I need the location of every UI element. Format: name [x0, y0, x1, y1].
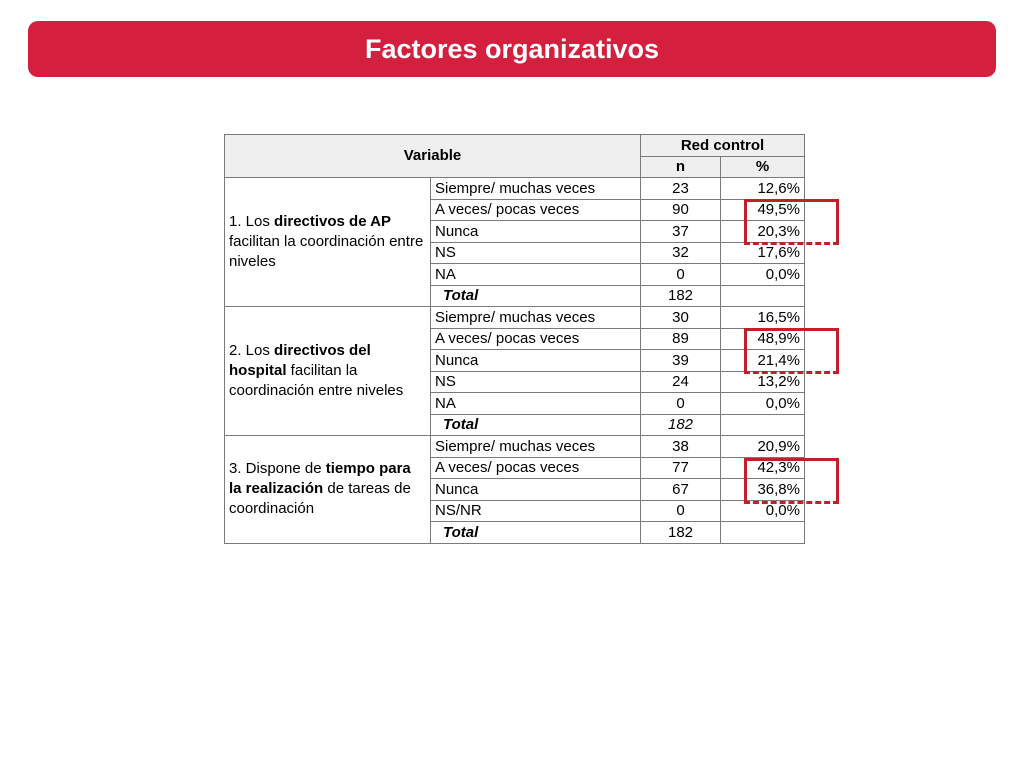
- option-cell: Nunca: [431, 350, 641, 372]
- header-variable: Variable: [225, 135, 641, 178]
- page-title: Factores organizativos: [364, 33, 660, 64]
- n-cell: 77: [641, 457, 721, 479]
- highlight-box-3: [744, 458, 839, 504]
- total-pct: [721, 285, 805, 307]
- option-cell: Siempre/ muchas veces: [431, 436, 641, 458]
- n-cell: 32: [641, 242, 721, 264]
- pct-cell: 0,0%: [721, 264, 805, 286]
- n-cell: 23: [641, 178, 721, 200]
- total-n: 182: [641, 285, 721, 307]
- n-cell: 0: [641, 264, 721, 286]
- total-label: Total: [431, 285, 641, 307]
- highlight-box-1: [744, 199, 839, 245]
- pct-cell: 49,5%: [721, 199, 805, 221]
- variable-bold-text: tiempo para la realización: [229, 460, 411, 498]
- highlight-box-2: [744, 328, 839, 374]
- option-cell: NS: [431, 371, 641, 393]
- variable-text: facilitan la coordinación entre niveles: [229, 233, 424, 270]
- option-cell: Nunca: [431, 479, 641, 501]
- total-n: 182: [641, 414, 721, 436]
- n-cell: 37: [641, 221, 721, 243]
- n-cell: 67: [641, 479, 721, 501]
- variable-cell: [225, 307, 431, 436]
- n-cell: 39: [641, 350, 721, 372]
- pct-cell: 0,0%: [721, 393, 805, 415]
- total-pct: [721, 414, 805, 436]
- table-row: [225, 307, 805, 329]
- variable-bold-text: directivos del hospital: [229, 342, 371, 379]
- pct-cell: 21,4%: [721, 350, 805, 372]
- variable-text: de tareas de coordinación: [229, 480, 411, 518]
- option-cell: Siempre/ muchas veces: [431, 307, 641, 329]
- option-cell: A veces/ pocas veces: [431, 328, 641, 350]
- variable-bold-text: directivos de AP: [274, 213, 392, 230]
- table-row: [225, 436, 805, 458]
- data-table: [224, 134, 805, 544]
- variable-text: 1. Los: [229, 213, 275, 230]
- option-cell: NS/NR: [431, 500, 641, 522]
- pct-cell: 42,3%: [721, 457, 805, 479]
- option-cell: A veces/ pocas veces: [431, 199, 641, 221]
- pct-cell: 13,2%: [721, 371, 805, 393]
- total-pct: [721, 522, 805, 544]
- option-cell: A veces/ pocas veces: [431, 457, 641, 479]
- total-n: 182: [641, 522, 721, 544]
- n-cell: 30: [641, 307, 721, 329]
- table-body: [225, 178, 805, 544]
- pct-cell: 48,9%: [721, 328, 805, 350]
- n-cell: 0: [641, 393, 721, 415]
- variable-text: facilitan la coordinación entre niveles: [229, 362, 404, 399]
- n-cell: 38: [641, 436, 721, 458]
- header-group: Red control: [641, 135, 805, 157]
- pct-cell: 0,0%: [721, 500, 805, 522]
- variable-cell: [225, 178, 431, 307]
- pct-cell: 36,8%: [721, 479, 805, 501]
- pct-cell: 16,5%: [721, 307, 805, 329]
- variable-text: 3. Dispone de: [229, 460, 326, 478]
- option-cell: NA: [431, 264, 641, 286]
- header-pct: %: [721, 156, 805, 178]
- n-cell: 89: [641, 328, 721, 350]
- variable-cell: [225, 436, 431, 544]
- header-row: [225, 135, 805, 157]
- n-cell: 90: [641, 199, 721, 221]
- total-label: Total: [431, 522, 641, 544]
- total-label: Total: [431, 414, 641, 436]
- table-row: [225, 178, 805, 200]
- pct-cell: 17,6%: [721, 242, 805, 264]
- n-cell: 0: [641, 500, 721, 522]
- pct-cell: 12,6%: [721, 178, 805, 200]
- title-banner: [28, 21, 996, 77]
- option-cell: NA: [431, 393, 641, 415]
- header-n: n: [641, 156, 721, 178]
- pct-cell: 20,3%: [721, 221, 805, 243]
- option-cell: Siempre/ muchas veces: [431, 178, 641, 200]
- pct-cell: 20,9%: [721, 436, 805, 458]
- option-cell: NS: [431, 242, 641, 264]
- variable-text: 2. Los: [229, 342, 275, 359]
- option-cell: Nunca: [431, 221, 641, 243]
- n-cell: 24: [641, 371, 721, 393]
